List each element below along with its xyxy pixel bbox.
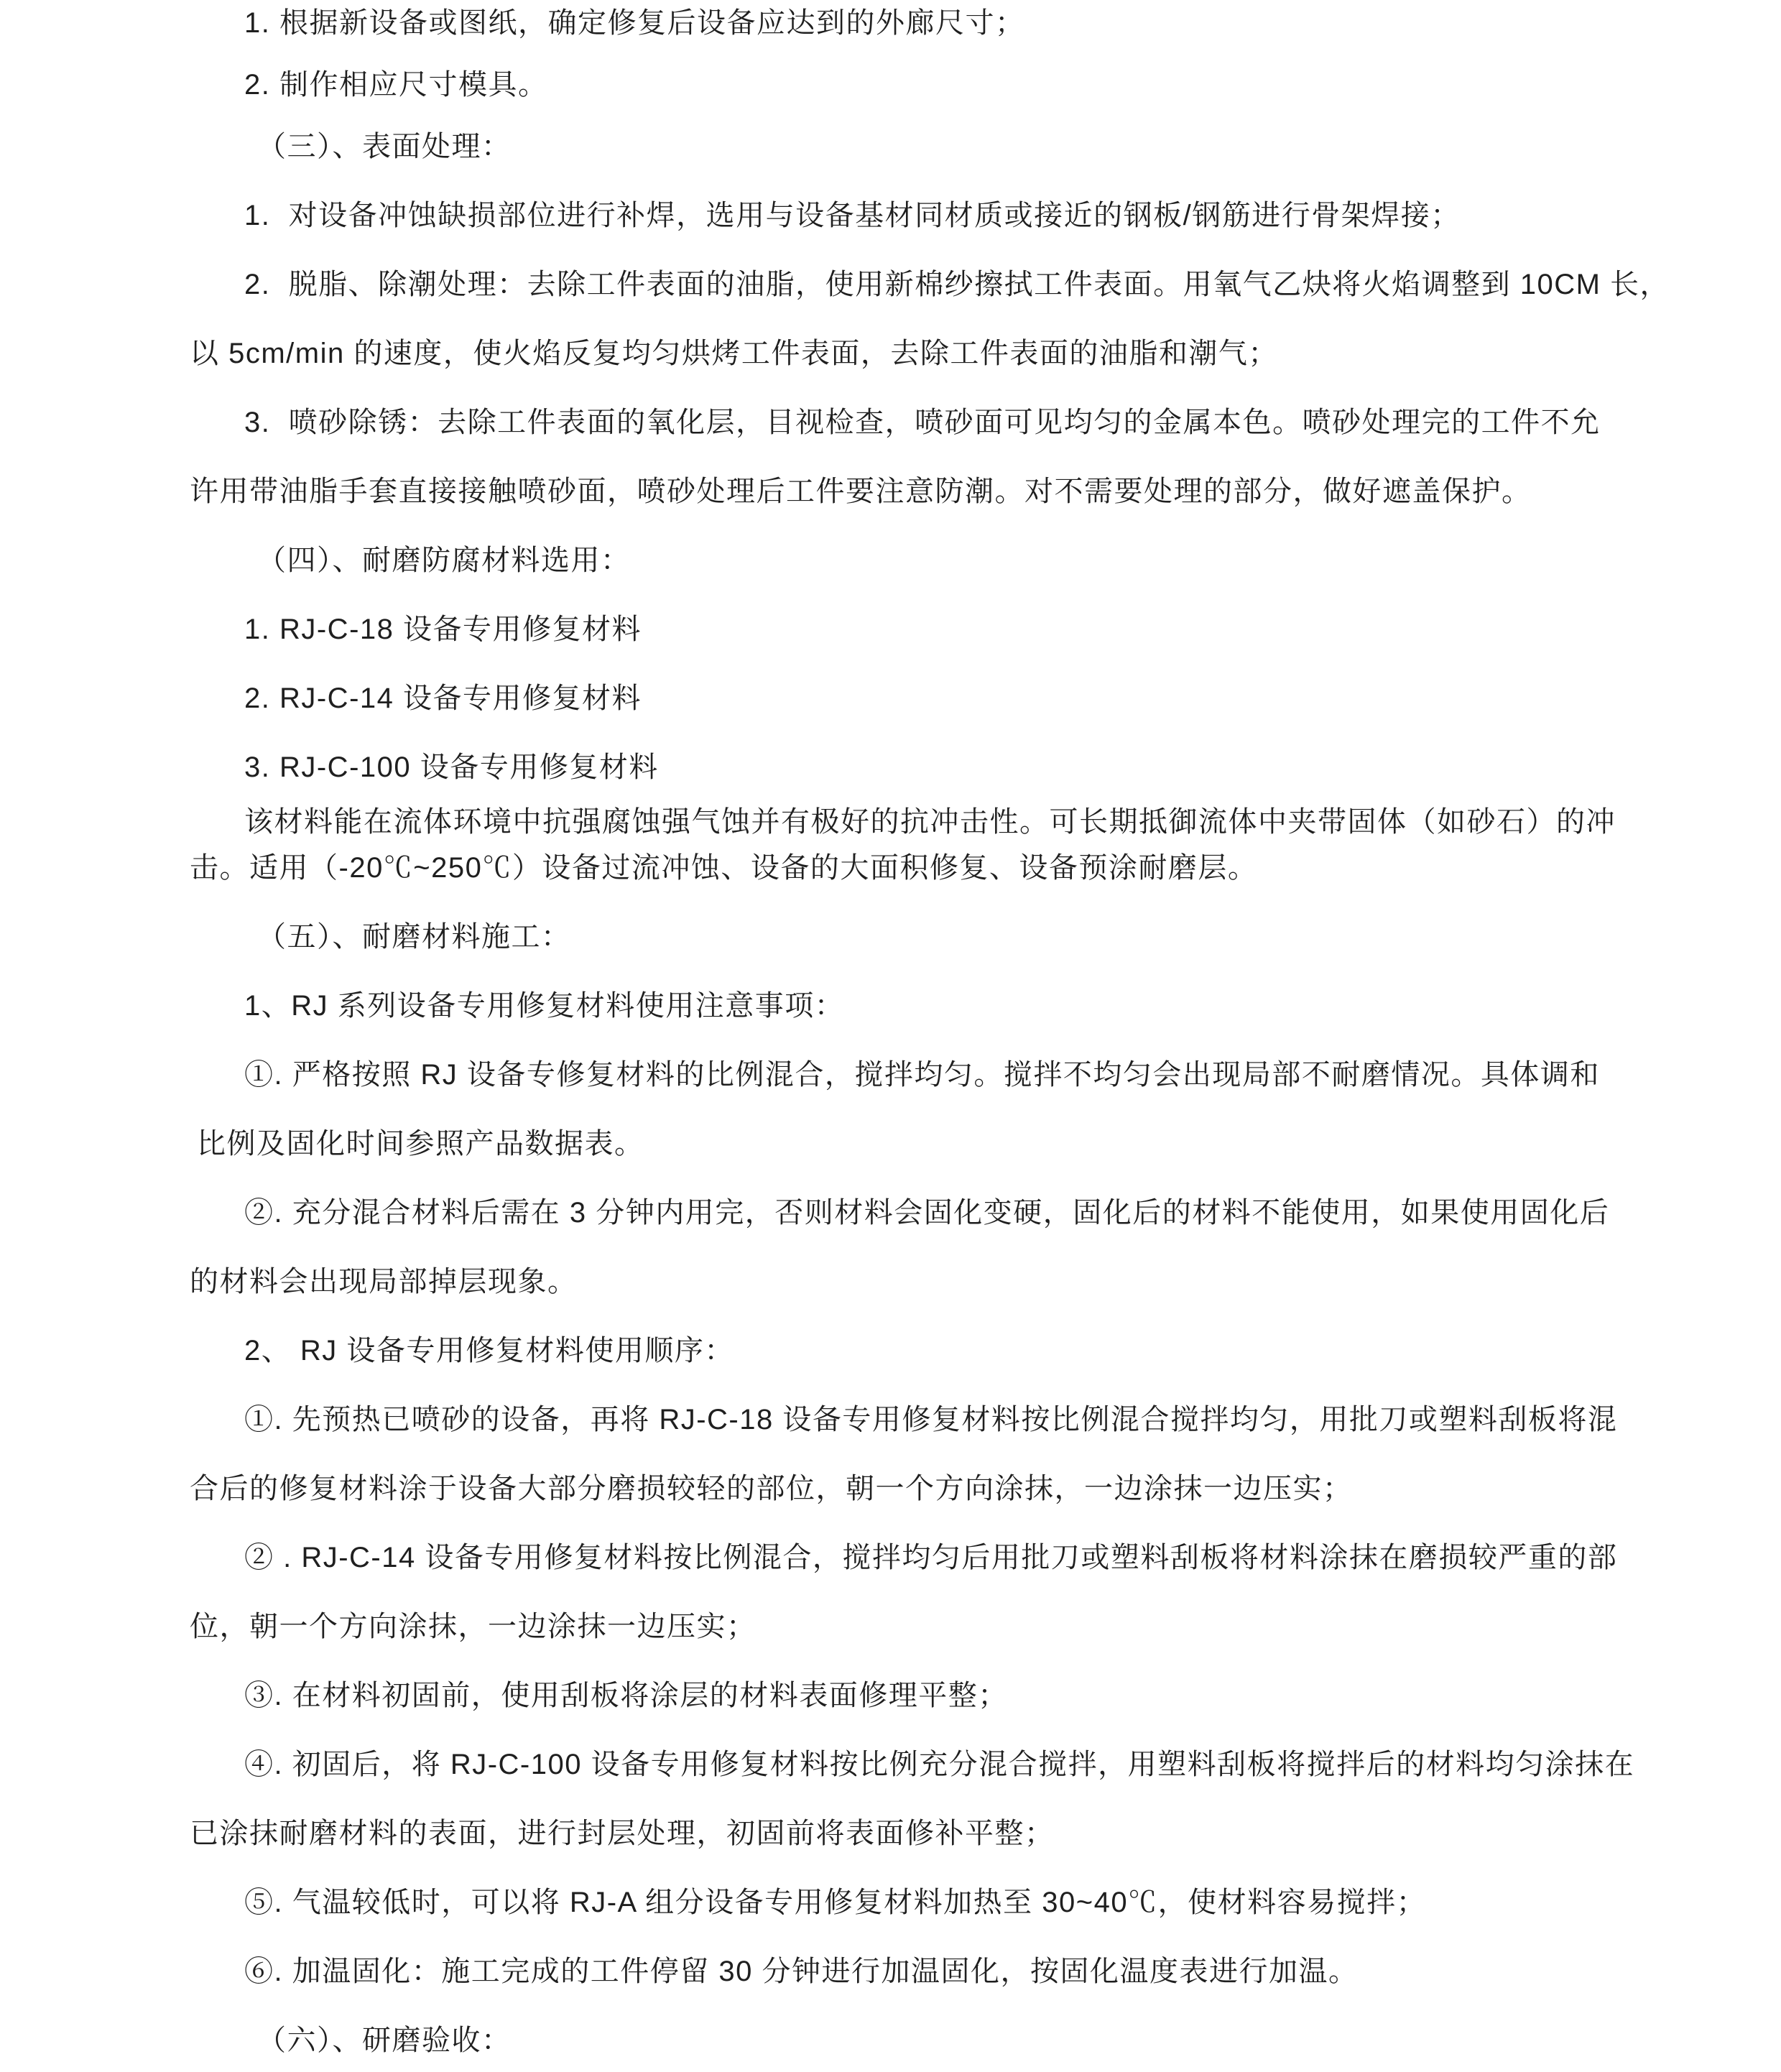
list-item: ③. 在材料初固前，使用刮板将涂层的材料表面修理平整； xyxy=(244,1680,1008,1711)
paragraph-line: 击。适用（-20℃~250℃）设备过流冲蚀、设备的大面积修复、设备预涂耐磨层。 xyxy=(190,852,1258,884)
list-item: 1、RJ 系列设备专用修复材料使用注意事项： xyxy=(244,990,845,1022)
list-item: 2. RJ-C-14 设备专用修复材料 xyxy=(244,683,642,714)
section-heading: （三）、表面处理： xyxy=(257,131,512,162)
list-item: 1. 根据新设备或图纸，确定修复后设备应达到的外廊尺寸； xyxy=(244,7,1025,39)
paragraph-line: 比例及固化时间参照产品数据表。 xyxy=(197,1128,644,1160)
list-item: 2. 制作相应尺寸模具。 xyxy=(244,69,548,101)
list-item: ②. 充分混合材料后需在 3 分钟内用完，否则材料会固化变硬，固化后的材料不能使用，如果使用固化后 xyxy=(244,1197,1610,1229)
list-item: 1. RJ-C-18 设备专用修复材料 xyxy=(244,614,642,645)
list-item: 2、 RJ 设备专用修复材料使用顺序： xyxy=(244,1335,734,1366)
list-item: ② . RJ-C-14 设备专用修复材料按比例混合，搅拌均匀后用批刀或塑料刮板将材料涂抹在磨损较严重的部 xyxy=(244,1542,1618,1573)
paragraph-line: 位，朝一个方向涂抹，一边涂抹一边压实； xyxy=(190,1611,757,1642)
paragraph-line: 许用带油脂手套直接接触喷砂面，喷砂处理后工件要注意防潮。对不需要处理的部分，做好遮盖保护。 xyxy=(190,476,1532,507)
paragraph-line: 已涂抹耐磨材料的表面，进行封层处理，初固前将表面修补平整； xyxy=(190,1818,1055,1849)
section-heading: （六）、研磨验收： xyxy=(257,2025,512,2056)
list-item: 2. 脱脂、除潮处理：去除工件表面的油脂，使用新棉纱擦拭工件表面。用氧气乙炔将火焰调整到 10CM 长， xyxy=(244,269,1670,300)
section-heading: （四）、耐磨防腐材料选用： xyxy=(257,545,631,576)
list-item: ①. 严格按照 RJ 设备专修复材料的比例混合，搅拌均匀。搅拌不均匀会出现局部不耐磨情况。具体调和 xyxy=(244,1059,1600,1091)
paragraph-line: 合后的修复材料涂于设备大部分磨损较轻的部位，朝一个方向涂抹，一边涂抹一边压实； xyxy=(190,1473,1353,1504)
section-heading: （五）、耐磨材料施工： xyxy=(257,921,571,953)
list-item: ④. 初固后，将 RJ-C-100 设备专用修复材料按比例充分混合搅拌，用塑料刮板将搅拌后的材料均匀涂抹在 xyxy=(244,1749,1635,1780)
list-item: ⑥. 加温固化：施工完成的工件停留 30 分钟进行加温固化，按固化温度表进行加温。 xyxy=(244,1956,1359,1987)
list-item: ①. 先预热已喷砂的设备，再将 RJ-C-18 设备专用修复材料按比例混合搅拌均匀，用批刀或塑料刮板将混 xyxy=(244,1404,1618,1435)
list-item: ⑤. 气温较低时，可以将 RJ-A 组分设备专用修复材料加热至 30~40℃，使材料容易搅拌； xyxy=(244,1887,1427,1918)
list-item: 3. 喷砂除锈：去除工件表面的氧化层，目视检查，喷砂面可见均匀的金属本色。喷砂处理完的工件不允 xyxy=(244,407,1601,438)
paragraph-line: 以 5cm/min 的速度，使火焰反复均匀烘烤工件表面，去除工件表面的油脂和潮气； xyxy=(190,338,1278,369)
paragraph-line: 该材料能在流体环境中抗强腐蚀强气蚀并有极好的抗冲击性。可长期抵御流体中夹带固体（如砂石）的冲 xyxy=(244,806,1616,838)
paragraph-line: 的材料会出现局部掉层现象。 xyxy=(190,1266,578,1298)
list-item: 3. RJ-C-100 设备专用修复材料 xyxy=(244,751,659,783)
list-item: 1. 对设备冲蚀缺损部位进行补焊，选用与设备基材同材质或接近的钢板/钢筋进行骨架焊接； xyxy=(244,200,1461,231)
